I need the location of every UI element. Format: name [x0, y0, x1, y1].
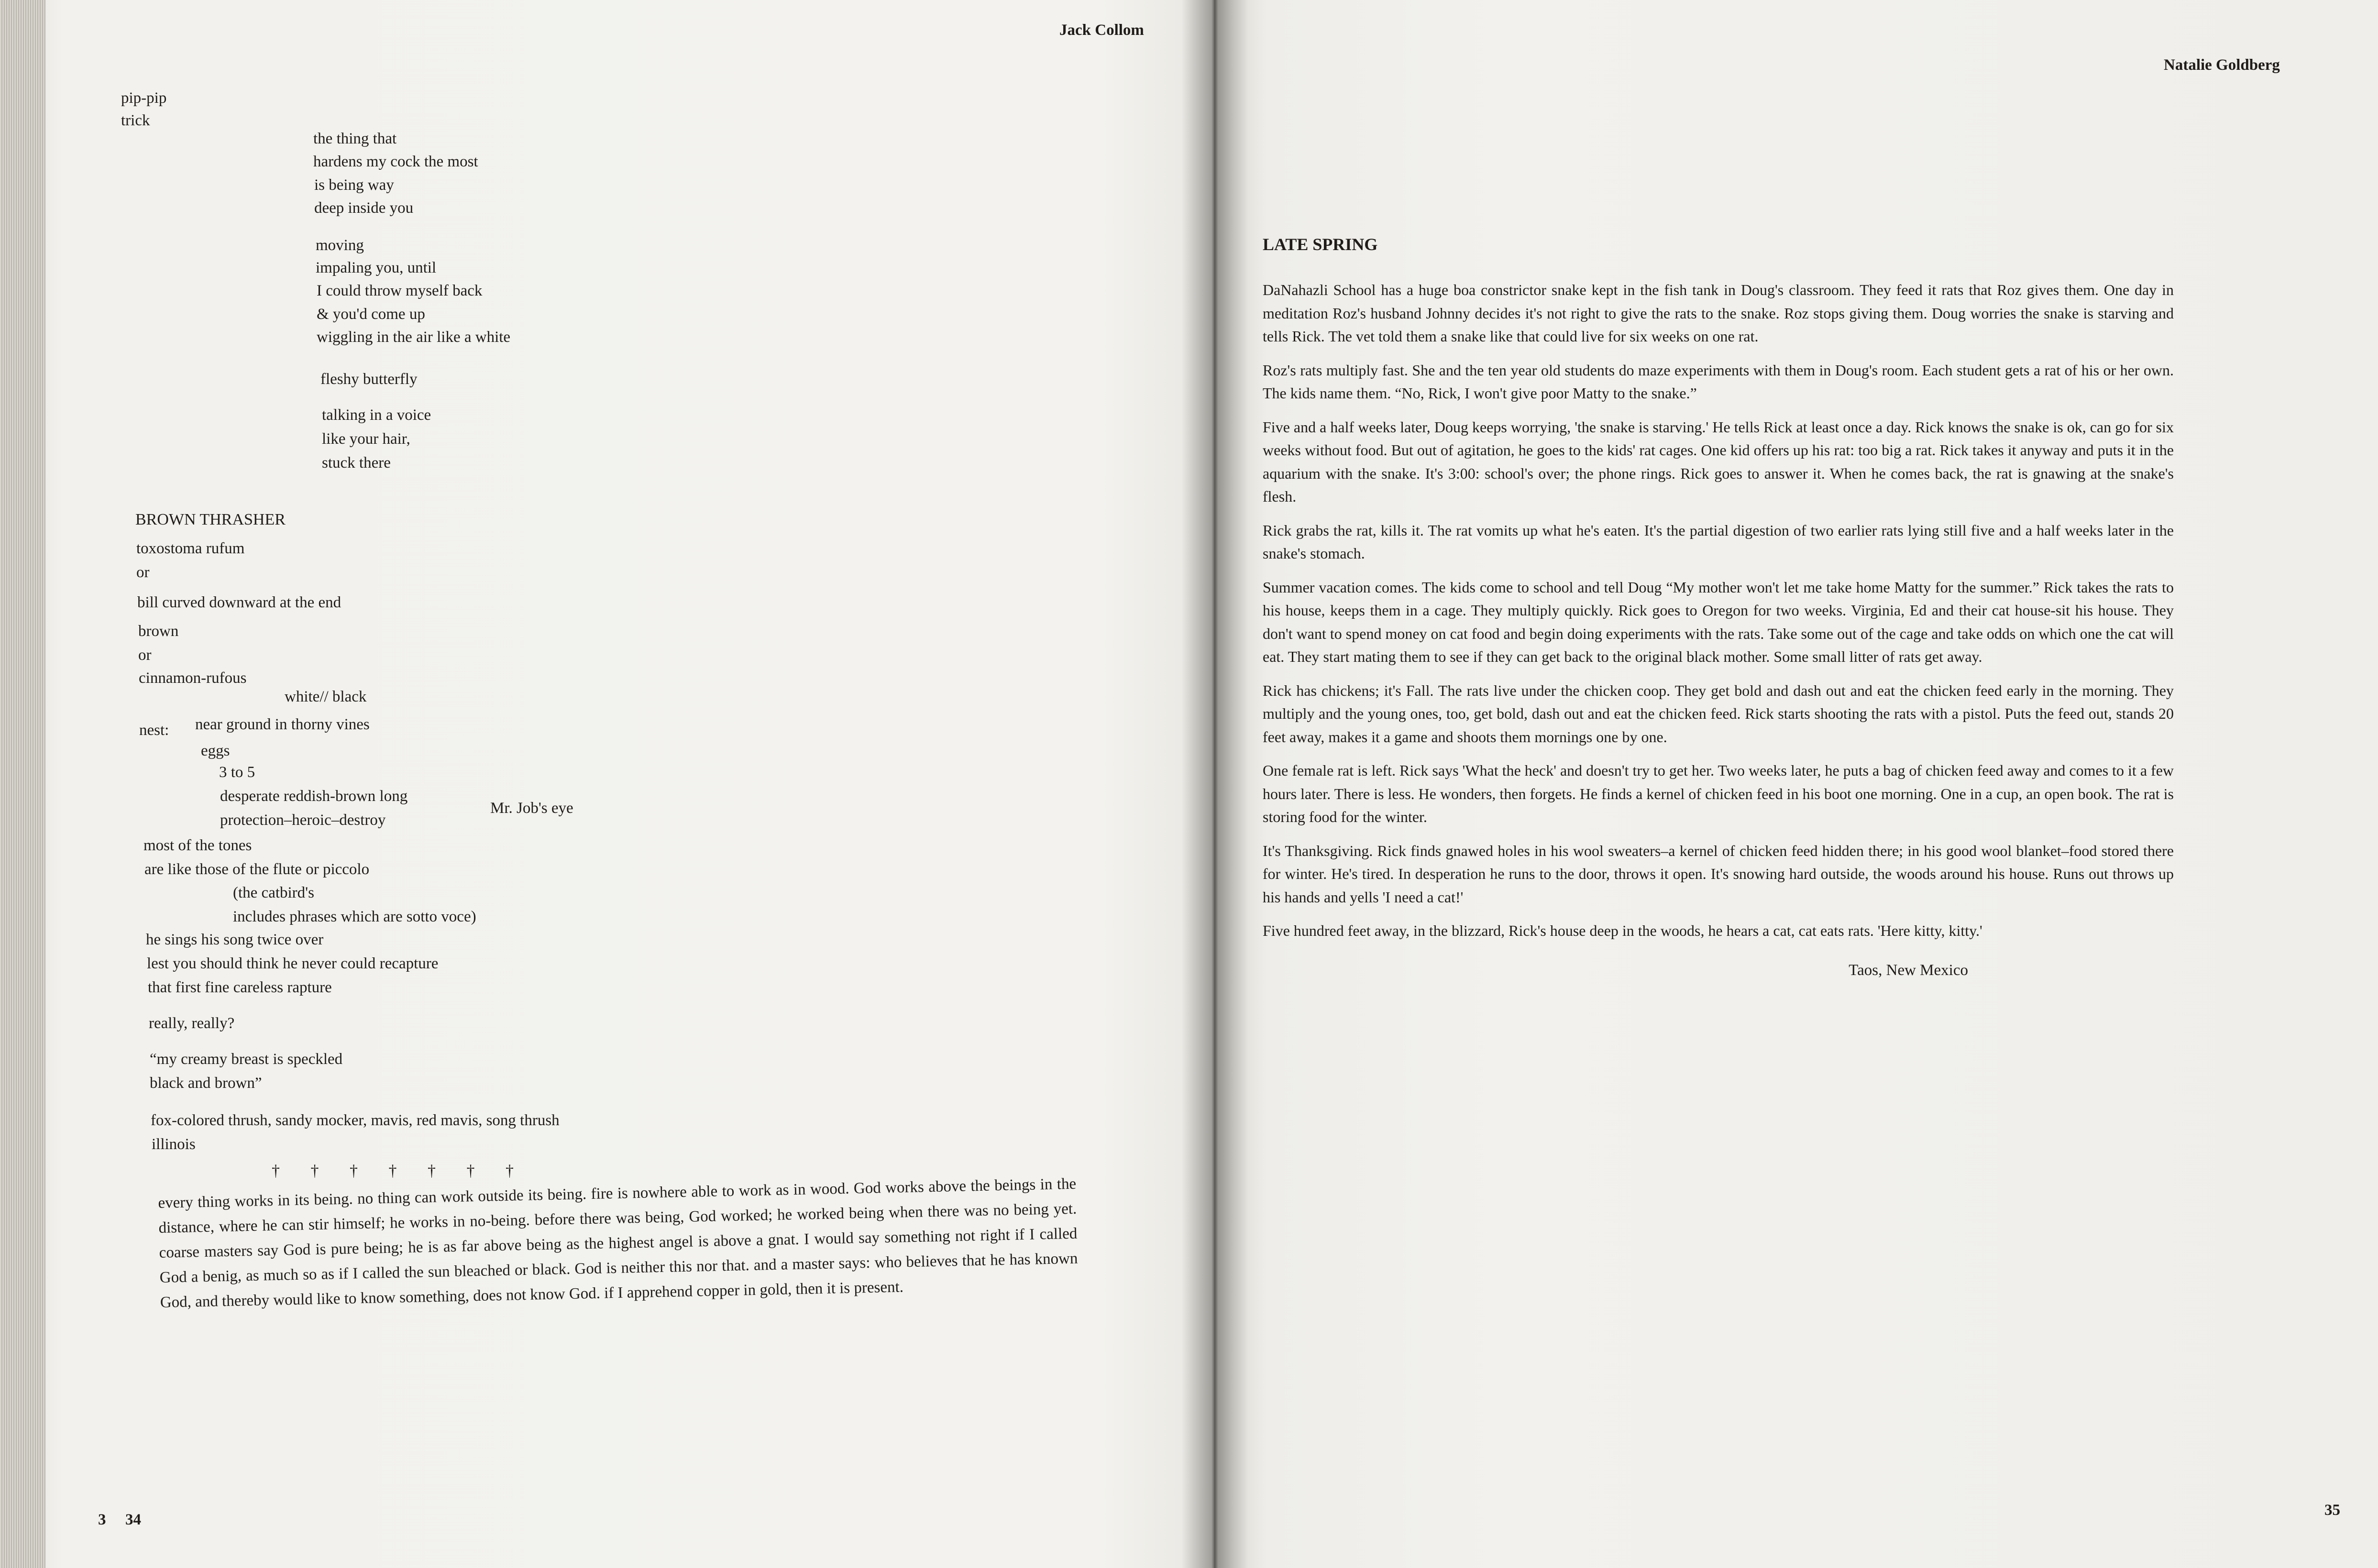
poem-line: protection–heroic–destroy: [220, 811, 386, 829]
poem-line: desperate reddish-brown long: [220, 788, 408, 805]
section-title: BROWN THRASHER: [135, 511, 286, 528]
story-paragraph: Summer vacation comes. The kids come to school and tell Doug “My mother won't let me take home Matty for the summer.” Rick takes the rats to his house, keeps them in a cage. They multiply quickly. Rick goes to Oregon for two weeks. Virginia, Ed and their cat house-sit his house. They don't want to spend money on cat food and begin doing experiments with the rats. Take some out of the cage and take odds on which one the cat will eat. They start mating them to see if they can get back to the original black mother. Some small litter of rats get away.: [1263, 578, 2174, 665]
poem-line: most of the tones: [143, 837, 252, 854]
poem-line: trick: [121, 112, 150, 129]
left-page-number: 34: [125, 1511, 141, 1528]
poem-line: hardens my cock the most: [313, 153, 478, 170]
right-running-head: Natalie Goldberg: [2164, 56, 2280, 74]
story-place: Taos, New Mexico: [1849, 961, 1968, 979]
poem-line: brown: [138, 623, 179, 640]
right-page-number: 35: [2324, 1502, 2340, 1519]
poem-line: that first fine careless rapture: [148, 979, 332, 996]
poem-line: illinois: [152, 1136, 196, 1153]
poem-line: (the catbird's: [233, 884, 314, 901]
poem-line: I could throw myself back: [317, 282, 483, 299]
poem-line: & you'd come up: [317, 306, 425, 323]
page-edge-stack: [0, 0, 45, 1568]
left-running-head: Jack Collom: [1059, 22, 1144, 39]
poem-line: impaling you, until: [316, 259, 437, 276]
corner-mark: 3: [98, 1511, 106, 1528]
story-paragraph: Rick grabs the rat, kills it. The rat vomits up what he's eaten. It's the partial digestion of two earlier rats lying still five and a half weeks later in the snake's stomach.: [1263, 521, 2174, 562]
poem-line: nest:: [139, 722, 169, 739]
story-paragraph: DaNahazli School has a huge boa constrictor snake kept in the fish tank in Doug's classroom. They feed it rats that Roz gives them. One day in meditation Roz's husband Johnny decides it's not right to give the rats to the snake. Roz stops giving them. Doug worries the snake is starving and tells Rick. The vet told them a snake like that could live for six weeks on one rat.: [1263, 281, 2174, 345]
poem-line: eggs: [201, 742, 230, 759]
poem-line: white// black: [285, 688, 367, 705]
poem-line: wiggling in the air like a white: [317, 329, 511, 346]
poem-line: deep inside you: [314, 199, 414, 217]
poem-line: includes phrases which are sotto voce): [233, 908, 476, 925]
poem-line: stuck there: [322, 454, 391, 471]
poem-line: “my creamy breast is speckled: [150, 1051, 343, 1068]
poem-line: bill curved downward at the end: [137, 594, 341, 611]
poem-line: lest you should think he never could recapture: [147, 955, 439, 972]
poem-line: is being way: [314, 176, 394, 194]
poem-line: really, really?: [149, 1015, 235, 1032]
poem-line: or: [136, 564, 150, 581]
poem-line: pip-pip: [121, 89, 167, 107]
story-paragraph: It's Thanksgiving. Rick finds gnawed holes in his wool sweaters–a kernel of chicken feed hidden there; in his good wool blanket–food stored there for winter. He's tired. In desperation he runs to the door, throws it open. It's snowing hard outside, the woods around his house. Runs out throws up his hands and yells 'I need a cat!': [1263, 842, 2174, 906]
section-divider-crosses: † † † † † † †: [272, 1162, 527, 1180]
story-paragraph: Rick has chickens; it's Fall. The rats live under the chicken coop. They get bold and dash out and eat the chicken feed early in the morning. They multiply and the young ones, too, get bold, dash out and eat the chicken feed. Rick starts shooting the rats with a pistol. Puts the feed out, stands 20 feet away, makes it a game and shoots them mornings one by one.: [1263, 681, 2174, 746]
poem-line: like your hair,: [322, 430, 410, 448]
eckhart-prose: every thing works in its being. no thing can work outside its being. fire is nowhere able to work as in wood. God works above the beings in the distance, where he can stir himself; he works in no-being. before there was being, God worked; he worked being when there was no being yet. coarse masters say God is pure being; he is as far above being as the highest angel is above a gnat. I would say something not right if I called God a benig, as much so as if I called the sun bleached or black. God is neither this nor that. and a master says: who believes that he has known God, and thereby would like to know something, does not know God. if I apprehend copper in gold, then it is present.: [158, 1175, 1078, 1311]
poem-line: fox-colored thrush, sandy mocker, mavis, red mavis, song thrush: [151, 1112, 560, 1129]
poem-line: cinnamon-rufous: [139, 669, 247, 687]
poem-line: the thing that: [313, 130, 397, 147]
poem-line: he sings his song twice over: [146, 931, 324, 948]
story-title: LATE SPRING: [1263, 235, 1378, 254]
story-paragraph: One female rat is left. Rick says 'What the heck' and doesn't try to get her. Two weeks later, he puts a bag of chicken feed away and comes to it a few hours later. There is less. He wonders, then forgets. He finds a kernel of chicken feed in his boot one morning. One in a cup, an open book. The rat is storing food for the winter.: [1263, 762, 2174, 825]
book-gutter: [1181, 0, 1248, 1568]
poem-line: Mr. Job's eye: [490, 800, 573, 817]
poem-line: talking in a voice: [322, 406, 431, 424]
poem-line: or: [138, 647, 152, 664]
poem-line: toxostoma rufum: [136, 540, 245, 557]
poem-line: are like those of the flute or piccolo: [144, 861, 370, 878]
poem-line: black and brown”: [150, 1075, 262, 1092]
poem-line: fleshy butterfly: [320, 371, 418, 388]
story-paragraph: Five hundred feet away, in the blizzard, Rick's house deep in the woods, he hears a cat, cat eats rats. 'Here kitty, kitty.': [1263, 922, 1982, 939]
story-paragraph: Roz's rats multiply fast. She and the ten year old students do maze experiments with them in Doug's room. Each student gets a rat of his or her own. The kids name them. “No, Rick, I won't give poor Matty to the snake.”: [1263, 361, 2174, 402]
story-paragraph: Five and a half weeks later, Doug keeps worrying, 'the snake is starving.' He tells Rick at least once a day. Rick knows the snake is ok, can go for six weeks without food. But out of agitation, he goes to the kids' rat cages. One kid offers up his rat: too big a rat. Rick takes it anyway and puts it in the aquarium with the snake. It's 3:00: school's over; the phone rings. Rick goes to answer it. When he comes back, the rat is gnawing at the snake's flesh.: [1263, 418, 2174, 505]
poem-line: 3 to 5: [219, 764, 255, 781]
poem-line: moving: [316, 237, 364, 254]
poem-line: near ground in thorny vines: [195, 716, 370, 733]
late-spring-story: [1263, 234, 2174, 979]
